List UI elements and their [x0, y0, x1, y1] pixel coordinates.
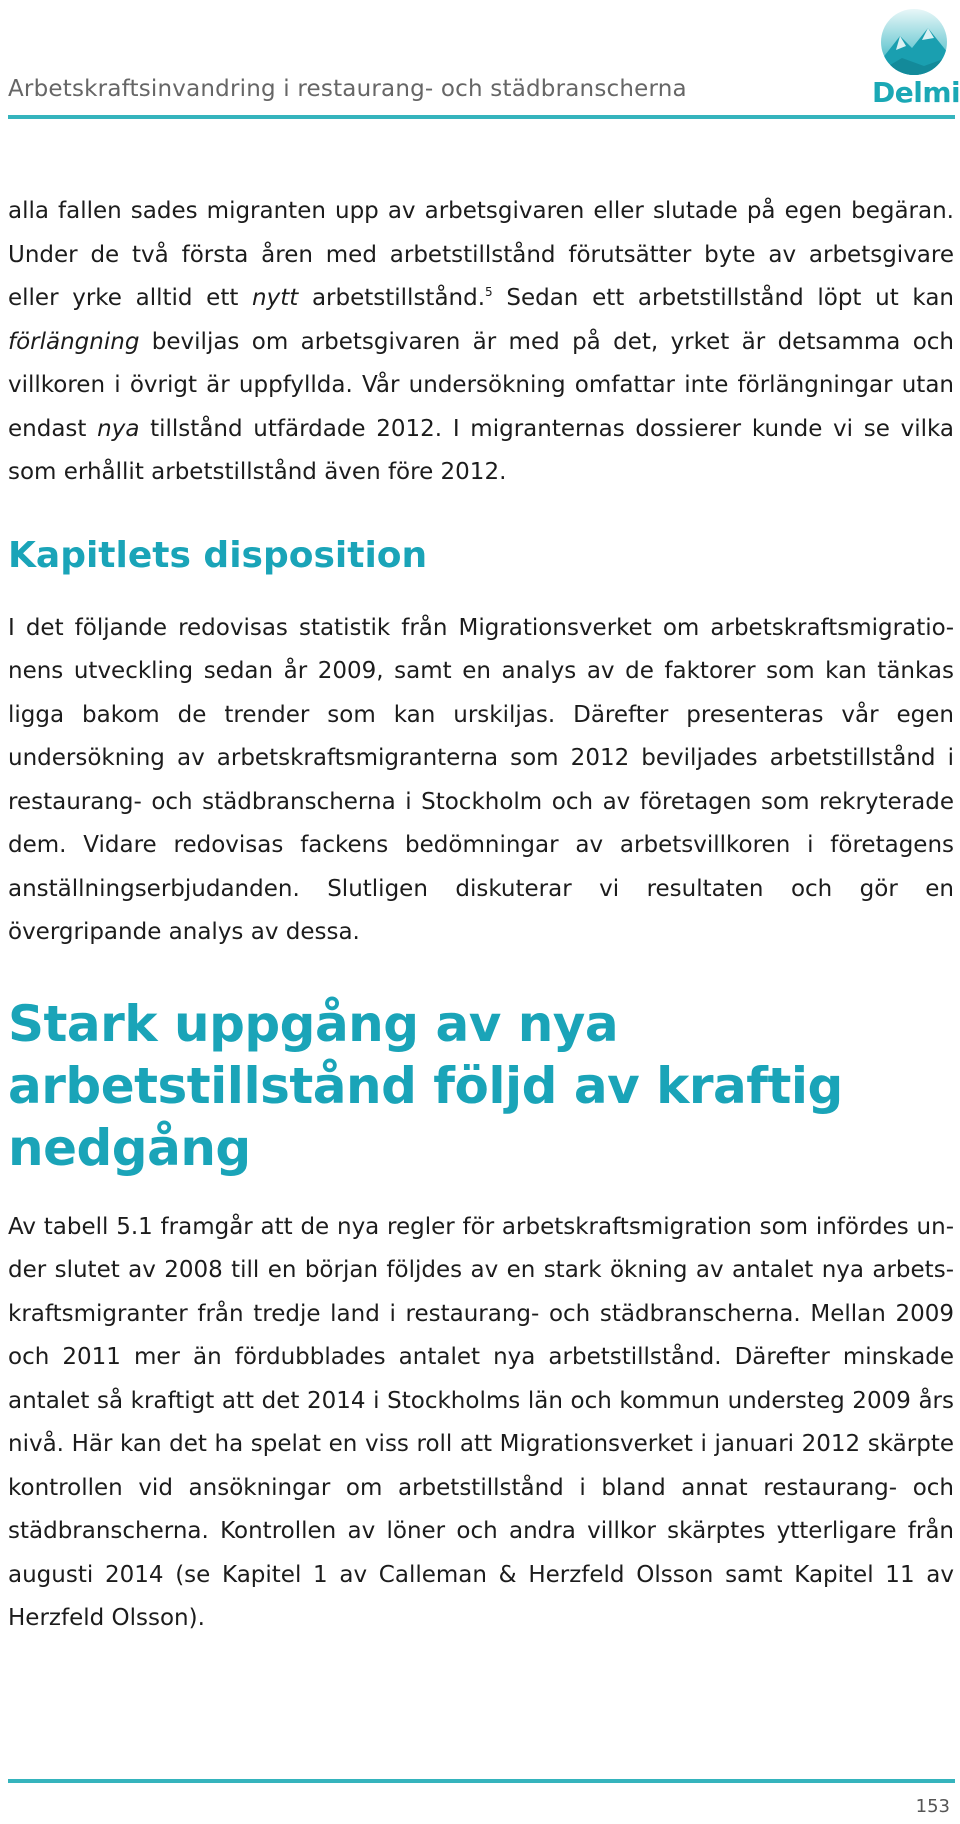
- page-number: 153: [915, 1796, 950, 1817]
- intro-text-4: beviljas om arbetsgivaren är med på det, yrket är detsamma och villkoren i övrigt är uppfyllda. Vår undersökning omfattar inte förlängningar utan endast: [8, 328, 954, 442]
- intro-emphasis-nytt: nytt: [252, 285, 299, 311]
- intro-text-3: Sedan ett arbetstillstånd löpt ut kan: [492, 285, 954, 311]
- intro-paragraph: [8, 190, 954, 495]
- intro-text-2: arbetstillstånd.: [298, 285, 486, 311]
- intro-emphasis-nya: nya: [97, 415, 140, 442]
- section-heading-disposition: Kapitlets disposition: [8, 534, 428, 576]
- intro-text-5: tillstånd utfärdade 2012. I migranternas dossierer kunde vi se vilka som erhållit arbetstillstånd även före 2012.: [8, 415, 954, 485]
- uppgang-paragraph: Av tabell 5.1 framgår att de nya regler för arbetskraftsmigration som infördes under slutet av 2008 till en början följdes av en stark ökning av antalet nya arbetskraftsmigranter från tredje land i restaurang- och städbranscherna. Mellan 2009 och 2011 mer än fördubblades antalet nya arbetstillstånd. Därefter minskade antalet så kraftigt att det 2014 i Stockholms län och kommun understeg 2009 års nivå. Här kan det ha spelat en viss roll att Migrationsverket i januari 2012 skärpte kontrollen vid ansökningar om arbetstillstånd i bland annat restaurang- och städbranscherna. Kontrollen av löner och andra villkor skärptes ytterligare från augusti 2014 (se Kapitel 1 av Calleman & Herzfeld Olsson samt Kapitel 11 av Herzfeld Olsson).: [8, 1213, 954, 1631]
- running-header-title: Arbetskraftsinvandring i restaurang- och städbranscherna: [8, 76, 687, 102]
- delmi-logo-text: Delmi: [872, 76, 960, 109]
- delmi-logo: [872, 6, 960, 112]
- footer-divider: [8, 1779, 955, 1783]
- footnote-marker: 5: [485, 285, 493, 299]
- intro-emphasis-forlangning: förlängning: [8, 328, 140, 355]
- delmi-logo-mark: [872, 6, 956, 86]
- page-body: [8, 190, 954, 1641]
- header-divider: [8, 115, 955, 119]
- intro-text-1: alla fallen sades migranten upp av arbetsgivaren eller slutade på egen begäran. Under de två första åren med arbetstillstånd förutsätter byte av arbetsgivare eller yrke alltid ett: [8, 198, 954, 311]
- section-heading-uppgang: Stark uppgång av nya arbetstillstånd följd av kraftig nedgång: [8, 994, 843, 1177]
- disposition-paragraph: I det följande redovisas statistik från Migrationsverket om arbetskraftsmigrationens utveckling sedan år 2009, samt en analys av de faktorer som kan tänkas ligga bakom de trender som kan urskiljas. Därefter presenteras vår egen undersökning av arbetskraftsmigranterna som 2012 beviljades arbetstillstånd i restaurang- och städbranscherna i Stockholm och av företagen som rekryterade dem. Vidare redovisas fackens bedömningar av arbetsvillkoren i företagens anställningserbjudanden. Slutligen diskuterar vi resultaten och gör en övergripande analys av dessa.: [8, 614, 954, 945]
